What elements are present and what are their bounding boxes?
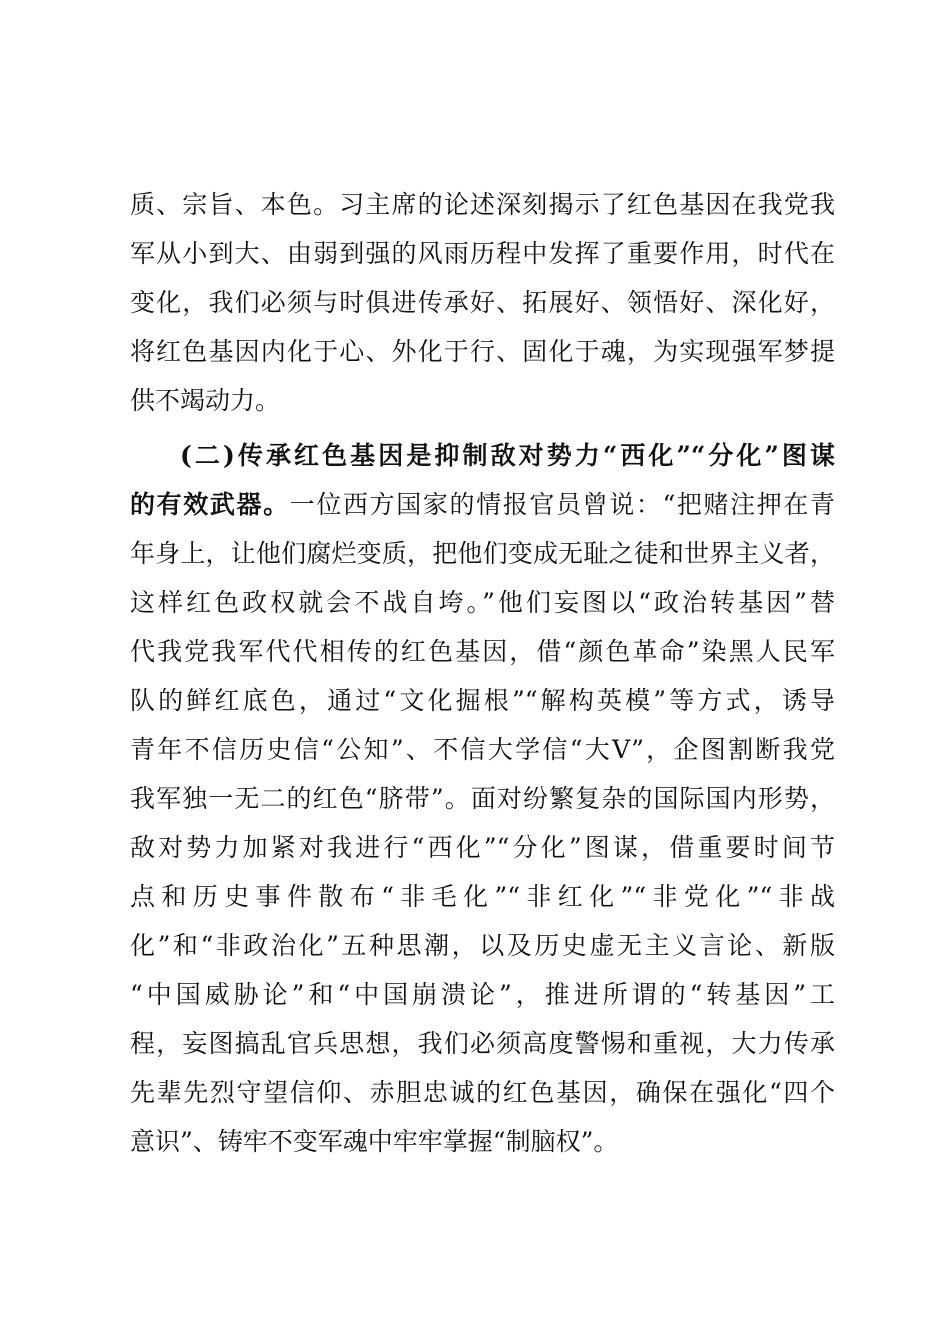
text-line: 我军独一无二的红色“脐带”。面对纷繁复杂的国际国内形势， [130,784,835,813]
section-two-paragraph [130,431,835,1166]
text-line: 程，妄图搞乱官兵思想，我们必须高度警惕和重视，大力传承 [130,1029,835,1058]
text-line [130,480,835,529]
paragraph-continuation [130,180,835,425]
text-line: 队的鲜红底色，通过“文化掘根”“解构英模”等方式，诱导 [130,686,835,715]
text-line: 供不竭动力。 [130,386,281,415]
text-line: 变化，我们必须与时俱进传承好、拓展好、领悟好、深化好， [130,288,835,317]
text-line: 化”和“非政治化”五种思潮，以及历史虚无主义言论、新版 [130,931,835,960]
section-heading: (二)传承红色基因是抑制敌对势力“西化”“分化”图谋 [180,441,835,470]
text-line: 军从小到大、由弱到强的风雨历程中发挥了重要作用，时代在 [130,239,835,268]
text-line: 代我党我军代代相传的红色基因，借“颜色革命”染黑人民军 [130,637,835,666]
text-line: 将红色基因内化于心、外化于行、固化于魂，为实现强军梦提 [130,337,835,366]
text-line: “中国威胁论”和“中国崩溃论”，推进所谓的“转基因”工 [130,980,835,1009]
section-heading-end: 的有效武器。 [130,490,290,519]
text-line: 先辈先烈守望信仰、赤胆忠诚的红色基因，确保在强化“四个 [130,1078,835,1107]
text-line: 质、宗旨、本色。习主席的论述深刻揭示了红色基因在我党我 [130,190,835,219]
text-line: 这样红色政权就会不战自垮。”他们妄图以“政治转基因”替 [130,588,835,617]
text-line: 意识”、铸牢不变军魂中牢牢掌握“制脑权”。 [130,1127,619,1156]
text-line: 年身上，让他们腐烂变质，把他们变成无耻之徒和世界主义者， [130,539,835,568]
text-line: 敌对势力加紧对我进行“西化”“分化”图谋，借重要时间节 [130,833,835,862]
text-line: 青年不信历史信“公知”、不信大学信“大V”，企图割断我党 [130,735,835,764]
text-line-rest: 一位西方国家的情报官员曾说：“把赌注押在青 [289,490,835,519]
text-line: 点和历史事件散布“非毛化”“非红化”“非党化”“非战 [130,882,835,911]
